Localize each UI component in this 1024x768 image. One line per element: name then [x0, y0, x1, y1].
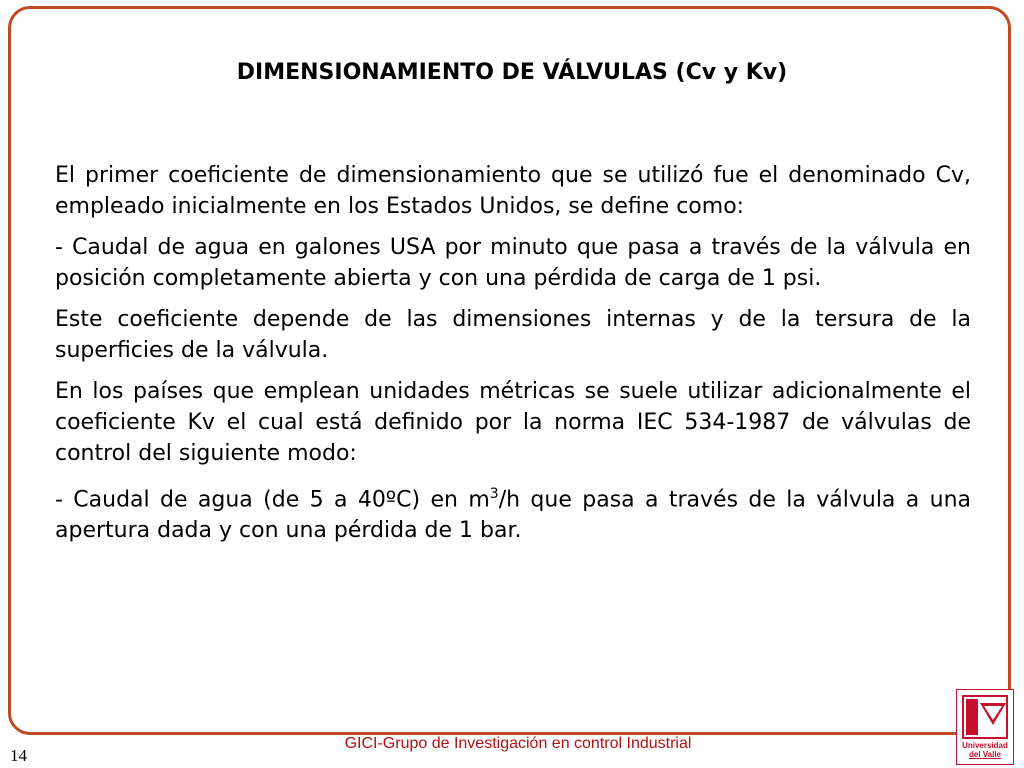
slide-body — [55, 160, 971, 556]
paragraph-cv-definition: - Caudal de agua en galones USA por minuto que pasa a través de la válvula en posición completamente abierta y con una pérdida de carga de 1 psi. — [55, 235, 971, 291]
logo-line-1: Universidad — [962, 741, 1008, 750]
logo-caption — [957, 741, 1013, 759]
univalle-emblem-icon — [962, 695, 1008, 739]
logo-line-2: del Valle — [968, 750, 1002, 759]
slide-title: DIMENSIONAMIENTO DE VÁLVULAS (Cv y Kv) — [236, 60, 788, 85]
paragraph-kv-definition — [55, 479, 971, 546]
kv-definition-part1: - Caudal de agua (de 5 a 40ºC) en m — [55, 487, 490, 513]
paragraph-kv-intro: En los países que emplean unidades métricas se suele utilizar adicionalmente el coeficiente Kv el cual está definido por la norma IEC 534-1987 de válvulas de control del siguiente modo: — [55, 379, 971, 466]
university-logo — [956, 689, 1014, 765]
footer-text: GICI-Grupo de Investigación en control Industrial — [344, 735, 692, 752]
paragraph-cv-intro: El primer coeficiente de dimensionamiento que se utilizó fue el denominado Cv, empleado inicialmente en los Estados Unidos, se define como: — [55, 163, 971, 219]
superscript-exponent: 3 — [489, 486, 499, 502]
page-number: 14 — [10, 746, 27, 765]
paragraph-coefficient-dependency: Este coeficiente depende de las dimensiones internas y de la tersura de la superficies de la válvula. — [55, 307, 971, 363]
kv-definition-part2: /h que pasa a través de la válvula a una apertura dada y con una pérdida de 1 bar. — [55, 487, 972, 544]
